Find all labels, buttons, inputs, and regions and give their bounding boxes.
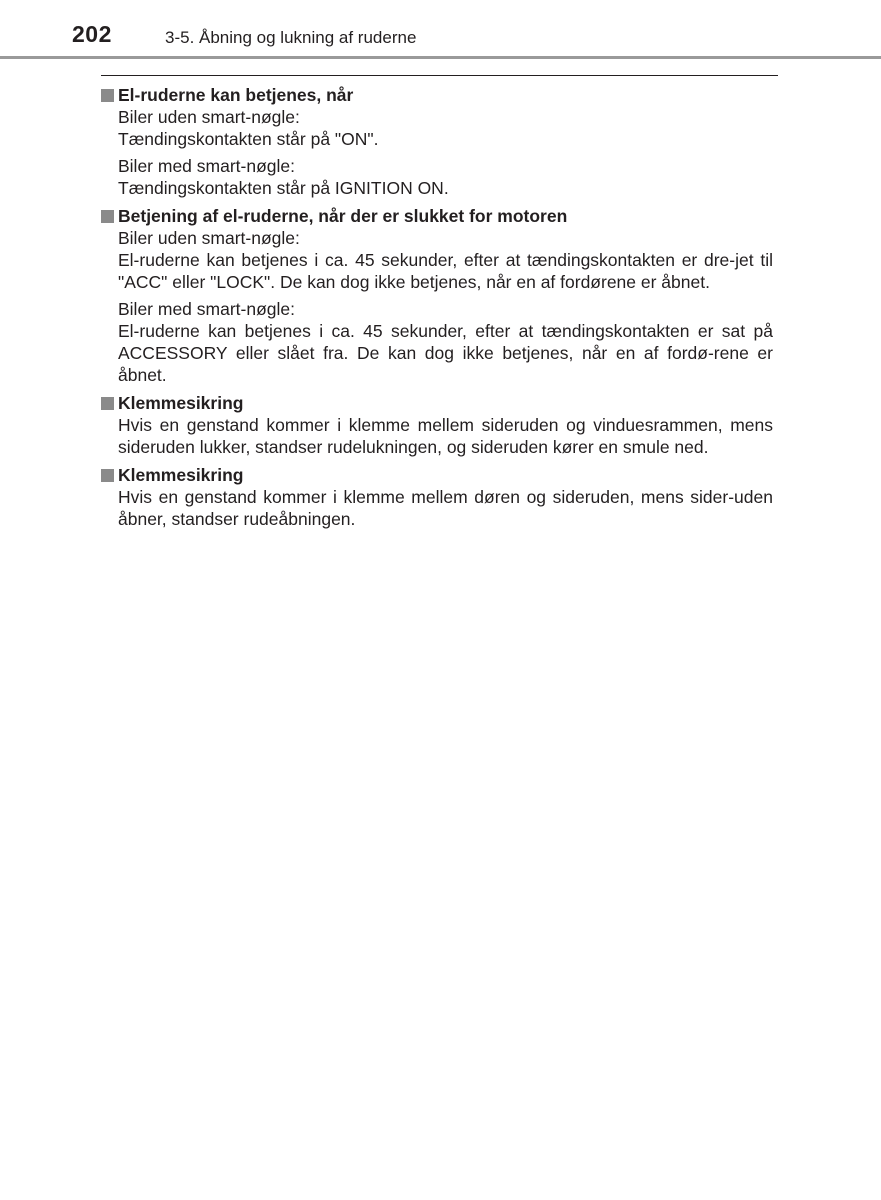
section-heading-text: Klemmesikring xyxy=(118,393,244,413)
section-jam-protection-closing xyxy=(101,392,773,458)
section-operating-conditions xyxy=(101,84,773,199)
section-heading-text: El-ruderne kan betjenes, når xyxy=(118,85,354,105)
square-bullet-icon xyxy=(101,210,114,223)
paragraph: Tændingskontakten står på IGNITION ON. xyxy=(118,178,449,198)
section-heading xyxy=(101,464,773,486)
paragraph: Hvis en genstand kommer i klemme mellem døren og sideruden, mens sider-uden åbner, standser rudeåbningen. xyxy=(118,487,773,529)
paragraph: El-ruderne kan betjenes i ca. 45 sekunder, efter at tændingskontakten er dre-jet til "ACC" eller "LOCK". De kan dog ikke betjenes, når en af fordørene er åbnet. xyxy=(118,250,773,292)
square-bullet-icon xyxy=(101,469,114,482)
section-heading xyxy=(101,84,773,106)
section-engine-off-operation xyxy=(101,205,773,386)
square-bullet-icon xyxy=(101,89,114,102)
header-divider xyxy=(0,56,881,59)
paragraph: Biler uden smart-nøgle: xyxy=(118,107,300,127)
page-content xyxy=(101,84,773,536)
content-top-rule xyxy=(101,75,778,76)
chapter-title: 3-5. Åbning og lukning af ruderne xyxy=(165,28,417,47)
section-heading xyxy=(101,205,773,227)
square-bullet-icon xyxy=(101,397,114,410)
paragraph: El-ruderne kan betjenes i ca. 45 sekunder, efter at tændingskontakten er sat på ACCESSORY eller slået fra. De kan dog ikke betjenes, når en af fordø-rene er åbnet. xyxy=(118,321,773,385)
paragraph: Biler med smart-nøgle: xyxy=(118,156,295,176)
paragraph: Tændingskontakten står på "ON". xyxy=(118,129,379,149)
section-heading xyxy=(101,392,773,414)
section-jam-protection-opening xyxy=(101,464,773,530)
paragraph: Biler uden smart-nøgle: xyxy=(118,228,300,248)
page-number: 202 xyxy=(72,21,112,47)
section-heading-text: Klemmesikring xyxy=(118,465,244,485)
paragraph: Hvis en genstand kommer i klemme mellem sideruden og vinduesrammen, mens sideruden lukker, standser rudelukningen, og sideruden kører en smule ned. xyxy=(118,415,773,457)
paragraph: Biler med smart-nøgle: xyxy=(118,299,295,319)
section-heading-text: Betjening af el-ruderne, når der er slukket for motoren xyxy=(118,206,568,226)
